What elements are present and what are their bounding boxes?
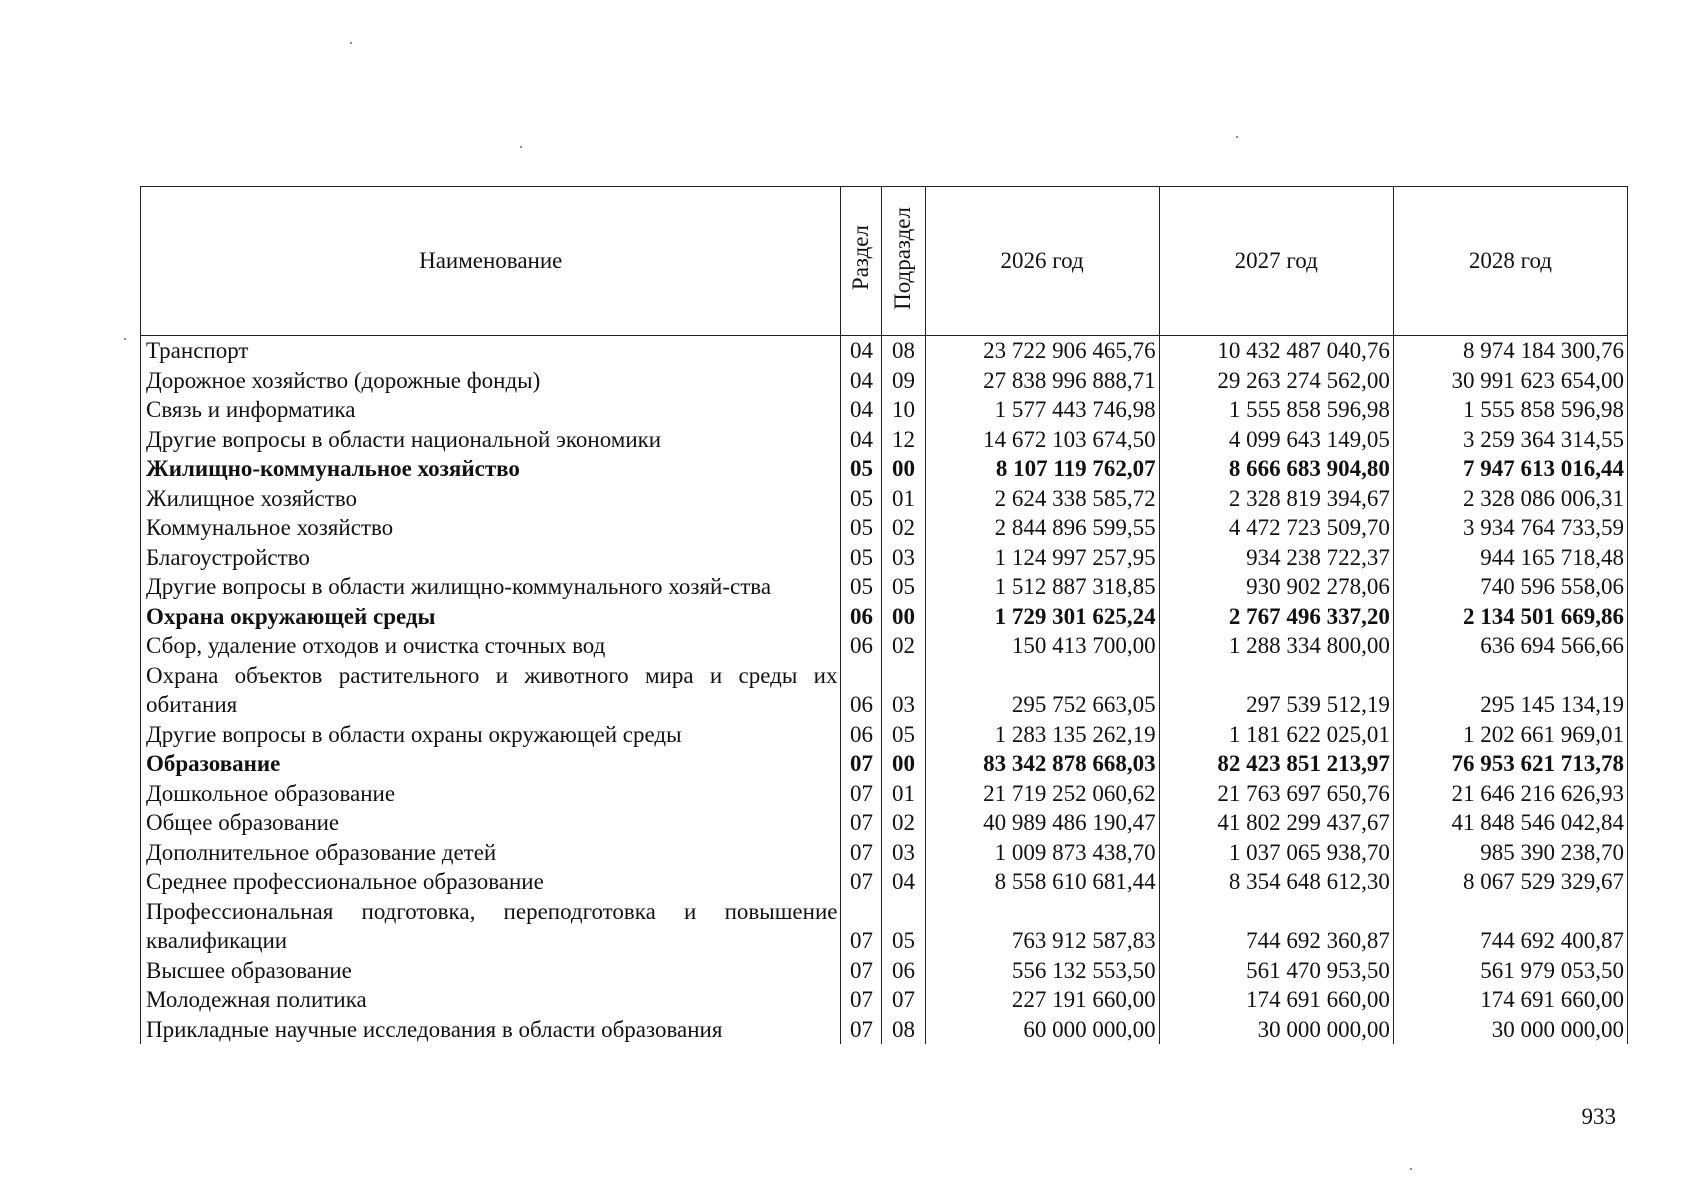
table-row [141,897,1628,956]
table-row [141,1015,1628,1045]
header-year-2026: 2026 год [925,187,1159,336]
budget-table [140,186,1628,1044]
row-value-2027: 1 037 065 938,70 [1159,838,1393,868]
row-name: Дорожное хозяйство (дорожные фонды) [141,366,841,396]
row-value-2027: 297 539 512,19 [1159,661,1393,720]
row-razdel: 05 [841,454,882,484]
row-name: Коммунальное хозяйство [141,513,841,543]
table-row [141,838,1628,868]
table-row [141,513,1628,543]
row-name: Высшее образование [141,956,841,986]
row-value-2028: 76 953 621 713,78 [1393,749,1627,779]
table-row [141,484,1628,514]
row-value-2026: 14 672 103 674,50 [925,425,1159,455]
row-razdel: 07 [841,897,882,956]
row-name: Жилищное хозяйство [141,484,841,514]
row-name: Другие вопросы в области национальной экономики [141,425,841,455]
row-podrazdel: 08 [882,1015,925,1045]
table-row [141,779,1628,809]
row-value-2028: 8 067 529 329,67 [1393,867,1627,897]
header-podrazdel-label: Подраздел [890,206,916,310]
table-row [141,543,1628,573]
row-value-2027: 934 238 722,37 [1159,543,1393,573]
row-razdel: 07 [841,956,882,986]
row-podrazdel: 00 [882,602,925,632]
row-value-2028: 30 000 000,00 [1393,1015,1627,1045]
header-razdel [841,187,882,336]
row-podrazdel: 09 [882,366,925,396]
table-row [141,661,1628,720]
row-name: Дополнительное образование детей [141,838,841,868]
header-name: Наименование [141,187,841,336]
row-razdel: 06 [841,661,882,720]
row-value-2028: 2 134 501 669,86 [1393,602,1627,632]
row-podrazdel: 06 [882,956,925,986]
page-number: 933 [1581,1104,1616,1129]
row-podrazdel: 04 [882,867,925,897]
row-value-2027: 4 099 643 149,05 [1159,425,1393,455]
header-podrazdel [882,187,925,336]
row-value-2026: 2 844 896 599,55 [925,513,1159,543]
row-value-2026: 1 577 443 746,98 [925,395,1159,425]
row-podrazdel: 01 [882,484,925,514]
row-name: Благоустройство [141,543,841,573]
row-name: Охрана окружающей среды [141,602,841,632]
row-value-2027: 930 902 278,06 [1159,572,1393,602]
row-value-2028: 2 328 086 006,31 [1393,484,1627,514]
table-row [141,867,1628,897]
table-row [141,602,1628,632]
row-value-2028: 7 947 613 016,44 [1393,454,1627,484]
table-row [141,454,1628,484]
row-razdel: 07 [841,1015,882,1045]
scan-speck [1236,136,1238,138]
row-value-2027: 41 802 299 437,67 [1159,808,1393,838]
row-podrazdel: 03 [882,838,925,868]
row-value-2028: 944 165 718,48 [1393,543,1627,573]
table-row [141,366,1628,396]
row-razdel: 06 [841,720,882,750]
row-value-2027: 561 470 953,50 [1159,956,1393,986]
header-year-2027: 2027 год [1159,187,1393,336]
row-value-2026: 60 000 000,00 [925,1015,1159,1045]
row-name: Связь и информатика [141,395,841,425]
row-razdel: 05 [841,572,882,602]
row-podrazdel: 01 [882,779,925,809]
row-value-2028: 3 934 764 733,59 [1393,513,1627,543]
scan-speck [350,42,352,44]
row-value-2026: 1 283 135 262,19 [925,720,1159,750]
row-name: Общее образование [141,808,841,838]
row-value-2027: 21 763 697 650,76 [1159,779,1393,809]
row-podrazdel: 07 [882,985,925,1015]
row-value-2027: 174 691 660,00 [1159,985,1393,1015]
row-razdel: 06 [841,602,882,632]
row-podrazdel: 03 [882,661,925,720]
row-value-2026: 83 342 878 668,03 [925,749,1159,779]
row-podrazdel: 02 [882,631,925,661]
table-row [141,631,1628,661]
row-value-2027: 4 472 723 509,70 [1159,513,1393,543]
row-value-2027: 82 423 851 213,97 [1159,749,1393,779]
row-value-2026: 1 729 301 625,24 [925,602,1159,632]
table-row [141,425,1628,455]
row-podrazdel: 12 [882,425,925,455]
row-value-2028: 1 202 661 969,01 [1393,720,1627,750]
row-value-2028: 561 979 053,50 [1393,956,1627,986]
row-value-2028: 740 596 558,06 [1393,572,1627,602]
row-name: Сбор, удаление отходов и очистка сточных вод [141,631,841,661]
row-razdel: 04 [841,366,882,396]
table-row [141,985,1628,1015]
row-name: Охрана объектов растительного и животного мира и среды их обитания [141,661,841,720]
row-value-2026: 40 989 486 190,47 [925,808,1159,838]
row-value-2026: 8 107 119 762,07 [925,454,1159,484]
row-value-2028: 985 390 238,70 [1393,838,1627,868]
row-value-2028: 744 692 400,87 [1393,897,1627,956]
row-razdel: 05 [841,513,882,543]
row-value-2026: 1 009 873 438,70 [925,838,1159,868]
row-value-2026: 8 558 610 681,44 [925,867,1159,897]
row-value-2026: 227 191 660,00 [925,985,1159,1015]
row-razdel: 05 [841,543,882,573]
row-name: Жилищно-коммунальное хозяйство [141,454,841,484]
row-podrazdel: 02 [882,808,925,838]
table-row [141,336,1628,366]
row-value-2026: 27 838 996 888,71 [925,366,1159,396]
row-value-2028: 30 991 623 654,00 [1393,366,1627,396]
row-value-2027: 1 181 622 025,01 [1159,720,1393,750]
row-value-2026: 23 722 906 465,76 [925,336,1159,366]
row-value-2027: 8 354 648 612,30 [1159,867,1393,897]
row-value-2027: 2 328 819 394,67 [1159,484,1393,514]
row-value-2026: 1 512 887 318,85 [925,572,1159,602]
row-value-2028: 295 145 134,19 [1393,661,1627,720]
row-name: Профессиональная подготовка, переподготовка и повышение квалификации [141,897,841,956]
row-value-2026: 295 752 663,05 [925,661,1159,720]
row-podrazdel: 05 [882,897,925,956]
row-name: Дошкольное образование [141,779,841,809]
table-row [141,956,1628,986]
row-value-2026: 2 624 338 585,72 [925,484,1159,514]
row-value-2028: 636 694 566,66 [1393,631,1627,661]
table-body [141,336,1628,1045]
row-value-2027: 744 692 360,87 [1159,897,1393,956]
scan-speck [124,338,126,340]
row-value-2028: 1 555 858 596,98 [1393,395,1627,425]
row-value-2026: 763 912 587,83 [925,897,1159,956]
row-value-2027: 2 767 496 337,20 [1159,602,1393,632]
table-header-row [141,187,1628,336]
row-value-2028: 174 691 660,00 [1393,985,1627,1015]
table-row [141,808,1628,838]
row-name: Молодежная политика [141,985,841,1015]
row-razdel: 07 [841,838,882,868]
row-razdel: 07 [841,808,882,838]
row-razdel: 04 [841,336,882,366]
row-value-2027: 10 432 487 040,76 [1159,336,1393,366]
row-razdel: 05 [841,484,882,514]
row-podrazdel: 02 [882,513,925,543]
scan-speck [1410,1168,1412,1170]
row-razdel: 06 [841,631,882,661]
row-razdel: 07 [841,779,882,809]
row-name: Образование [141,749,841,779]
row-podrazdel: 05 [882,720,925,750]
row-value-2028: 41 848 546 042,84 [1393,808,1627,838]
row-name: Транспорт [141,336,841,366]
row-podrazdel: 05 [882,572,925,602]
row-value-2027: 1 555 858 596,98 [1159,395,1393,425]
row-value-2026: 150 413 700,00 [925,631,1159,661]
row-value-2027: 29 263 274 562,00 [1159,366,1393,396]
row-value-2027: 30 000 000,00 [1159,1015,1393,1045]
row-value-2027: 1 288 334 800,00 [1159,631,1393,661]
row-value-2026: 556 132 553,50 [925,956,1159,986]
row-razdel: 07 [841,867,882,897]
table-row [141,720,1628,750]
table-row [141,572,1628,602]
row-value-2028: 8 974 184 300,76 [1393,336,1627,366]
row-value-2028: 3 259 364 314,55 [1393,425,1627,455]
row-name: Прикладные научные исследования в области образования [141,1015,841,1045]
row-value-2027: 8 666 683 904,80 [1159,454,1393,484]
row-value-2028: 21 646 216 626,93 [1393,779,1627,809]
row-podrazdel: 10 [882,395,925,425]
header-year-2028: 2028 год [1393,187,1627,336]
row-value-2026: 21 719 252 060,62 [925,779,1159,809]
row-razdel: 07 [841,749,882,779]
row-value-2026: 1 124 997 257,95 [925,543,1159,573]
scan-speck [520,146,522,148]
row-podrazdel: 03 [882,543,925,573]
table-row [141,395,1628,425]
header-razdel-label: Раздел [848,225,874,291]
row-razdel: 04 [841,395,882,425]
row-name: Среднее профессиональное образование [141,867,841,897]
row-razdel: 04 [841,425,882,455]
table-row [141,749,1628,779]
row-podrazdel: 00 [882,454,925,484]
row-podrazdel: 00 [882,749,925,779]
row-name: Другие вопросы в области охраны окружающей среды [141,720,841,750]
row-razdel: 07 [841,985,882,1015]
row-name: Другие вопросы в области жилищно-коммунального хозяй-ства [141,572,841,602]
row-podrazdel: 08 [882,336,925,366]
